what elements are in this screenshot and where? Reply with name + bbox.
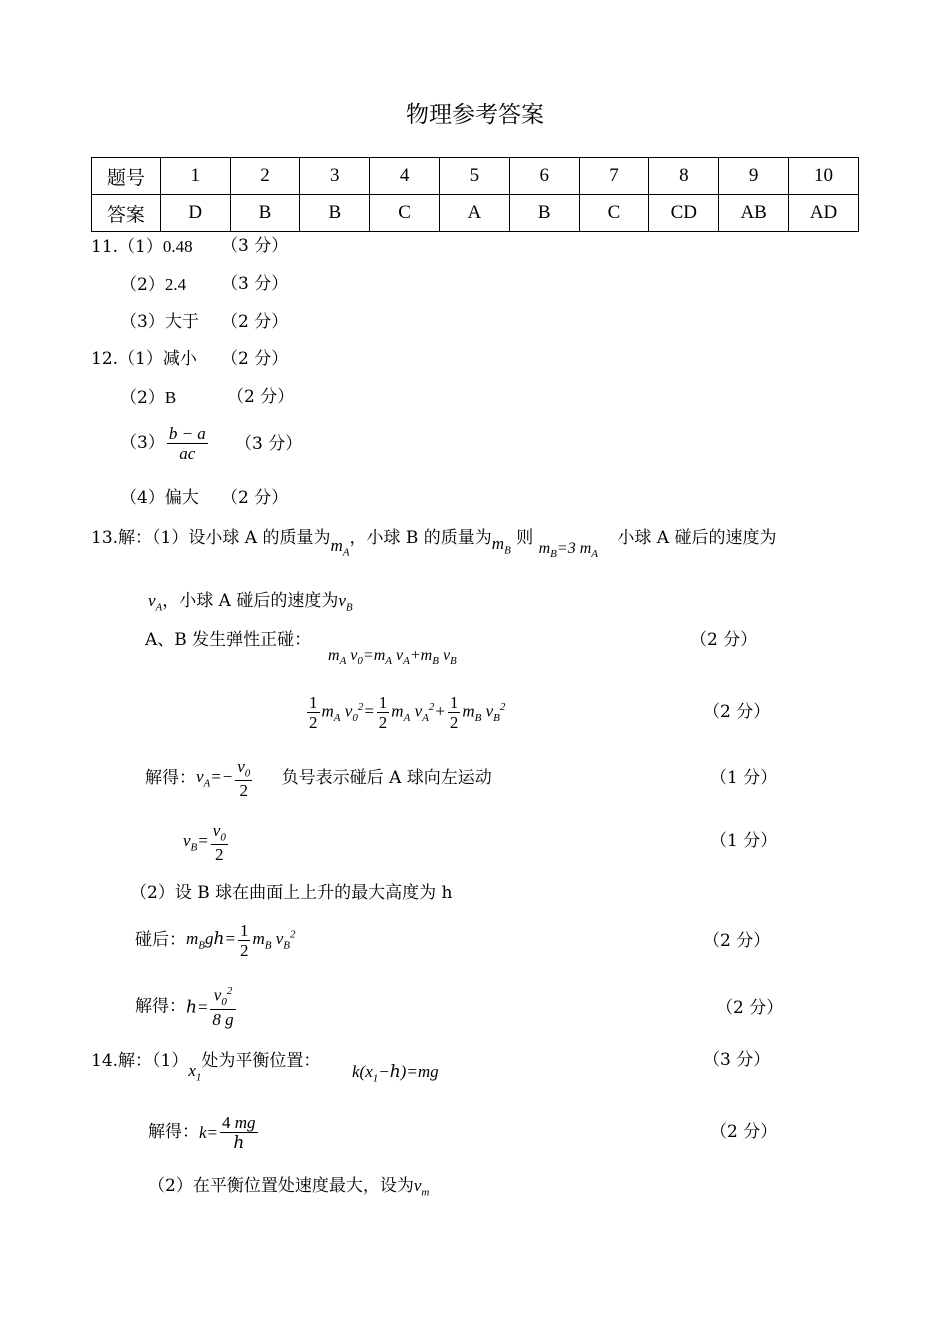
q11-item-label: （1）	[118, 237, 163, 257]
q13-score: （1 分）	[710, 768, 778, 788]
q11-item-answer: 大于	[164, 312, 199, 332]
q11-line-2	[120, 276, 186, 294]
q13-text: （1）设小球 A 的质量为	[152, 528, 331, 548]
q13-solve-label: 解得：	[145, 768, 196, 789]
q12-item-label: （1）	[118, 349, 163, 369]
q13-part2: （2）设 B 球在曲面上上升的最大高度为 h	[130, 883, 453, 903]
table-cell-number: 2	[230, 158, 300, 195]
formula-mB-eq-3mA: $m_B=3$ $m_A$	[538, 540, 598, 561]
table-cell-number: 10	[789, 158, 859, 195]
q12-line-3	[120, 425, 210, 462]
q13-solve-line	[145, 758, 492, 799]
q13-vB-line	[183, 822, 230, 863]
q12-fraction-numerator: b − a	[168, 424, 206, 443]
table-cell-number: 4	[370, 158, 440, 195]
q11-line-3	[120, 314, 199, 331]
table-cell-number: 8	[649, 158, 719, 195]
table-cell-answer: C	[579, 195, 649, 232]
q14-part2	[148, 1177, 429, 1198]
q13-after-label: 碰后：	[135, 930, 186, 950]
q13-collision-label: A、B 发生弹性正碰：	[145, 630, 312, 650]
formula-h: ℎ=	[186, 997, 209, 1017]
q13-text: 则	[516, 528, 534, 548]
q11-score: （3 分）	[221, 274, 289, 294]
q11-item-answer: 2.4	[164, 275, 187, 294]
table-cell-number: 3	[300, 158, 370, 195]
q12-item-answer: 减小	[162, 349, 197, 369]
table-cell-answer: C	[370, 195, 440, 232]
q11-item-answer: 0.48	[162, 237, 193, 256]
q12-item-answer: B	[164, 388, 177, 407]
formula-x1: $x_1$	[188, 1061, 202, 1084]
q14-part2-text: （2）在平衡位置处速度最大，设为	[148, 1176, 414, 1196]
table-cell-answer: AD	[789, 195, 859, 232]
q14-score: （2 分）	[710, 1122, 778, 1142]
q11-score: （3 分）	[221, 236, 289, 256]
q14-text: 处为平衡位置：	[201, 1051, 321, 1071]
q13-h-line	[135, 986, 238, 1028]
table-cell-number: 1	[160, 158, 230, 195]
table-cell-answer: B	[509, 195, 579, 232]
formula-energy: $\frac{1}{2}$ $m_A$ $v_0^2=$ $\frac{1}{2}$ $m_A$ $v_A^2+$ $\frac{1}{2}$ $m_B$ $v_B^2$	[309, 693, 506, 732]
q13-text: 小球 A 碰后的速度为	[617, 528, 777, 548]
q12-number: 12.	[91, 349, 119, 369]
q11-item-label: （3）	[120, 312, 165, 332]
q12-line-2	[120, 389, 176, 407]
table-cell-answer: B	[300, 195, 370, 232]
formula-vm: $v_m$	[413, 1176, 430, 1199]
table-header-label: 题号	[92, 158, 161, 195]
table-answer-label: 答案	[92, 195, 161, 232]
formula-mBvB2: $m_B$ $v_B^2$	[252, 928, 296, 952]
q14-solve-line	[148, 1114, 260, 1151]
q12-score: （2 分）	[227, 387, 295, 407]
q14-solve-label: 解得：	[148, 1122, 199, 1142]
formula-vB-result: $v_B=$	[183, 831, 209, 854]
page-title: 物理参考答案	[406, 102, 544, 128]
q12-score: （3 分）	[235, 434, 303, 454]
frac-v0-over-2: $\frac{v_0}{2}$	[237, 757, 251, 801]
q13-solve-label2: 解得：	[135, 996, 186, 1017]
table-cell-answer: B	[230, 195, 300, 232]
q13-text: ，小球 A 碰后的速度为	[162, 591, 339, 611]
q13-line-2	[148, 592, 353, 613]
q12-fraction-denominator: ac	[179, 444, 196, 463]
q12-item-label: （2）	[120, 388, 165, 408]
frac-half: $\frac{1}{2}$	[239, 921, 249, 960]
frac-4mg-over-h: $\frac{4 mg}{\text{ℎ}}$	[222, 1113, 256, 1152]
q14-number: 14.解：	[91, 1051, 153, 1071]
table-cell-number: 9	[719, 158, 789, 195]
q11-score: （2 分）	[221, 312, 289, 332]
formula-equilibrium: $k(x_1-ℎ)=mg$	[352, 1062, 439, 1085]
frac-half: $\frac{1}{2}$	[378, 693, 388, 732]
q12-line-1	[91, 351, 197, 368]
table-cell-number: 5	[440, 158, 510, 195]
q12-score: （2 分）	[221, 349, 289, 369]
frac-half: $\frac{1}{2}$	[449, 693, 459, 732]
q13-text: ，小球 B 的质量为	[349, 528, 492, 548]
answer-table	[91, 157, 859, 232]
formula-k: k=	[199, 1123, 219, 1142]
frac-v0-over-2: $\frac{v_0}{2}$	[212, 821, 226, 865]
frac-v0sq-over-8g: $\frac{v_0^2}{8 g}$	[212, 985, 234, 1030]
q11-line-1	[91, 238, 193, 256]
table-row-numbers	[92, 158, 859, 195]
q14-score: （3 分）	[703, 1050, 771, 1070]
q13-line-1	[91, 528, 777, 561]
formula-mB: $m_B$	[491, 534, 511, 557]
q13-after-line	[135, 922, 295, 959]
formula-energy-height: $m_Bgℎ=$	[186, 928, 236, 952]
q12-item-label: （3）	[120, 433, 165, 453]
q12-line-4	[120, 490, 199, 507]
table-cell-answer: CD	[649, 195, 719, 232]
formula-mA: $m_A$	[330, 536, 350, 559]
table-cell-answer: D	[160, 195, 230, 232]
q13-score: （2 分）	[703, 931, 771, 951]
table-cell-number: 7	[579, 158, 649, 195]
formula-vB: $v_B$	[338, 591, 353, 614]
q13-score: （2 分）	[703, 702, 771, 722]
q13-neg-note: 负号表示碰后 A 球向左运动	[281, 768, 492, 789]
q12-fraction	[167, 425, 208, 462]
table-cell-answer: A	[440, 195, 510, 232]
q12-item-label: （4）	[120, 488, 165, 508]
q12-score: （2 分）	[221, 488, 289, 508]
q11-number: 11.	[91, 237, 119, 257]
table-cell-number: 6	[509, 158, 579, 195]
frac-half: $\frac{1}{2}$	[309, 693, 318, 732]
formula-momentum: $m_A$ $v_0=m_A$ $v_A+m_B$ $v_B$	[328, 647, 457, 668]
q11-item-label: （2）	[120, 275, 165, 295]
table-row-answers	[92, 195, 859, 232]
q13-number: 13.解：	[91, 528, 153, 548]
q13-score: （1 分）	[710, 831, 778, 851]
q14-line-1	[91, 1051, 321, 1084]
q13-score: （2 分）	[690, 630, 758, 650]
formula-vA-result: $v_A=-$	[196, 767, 234, 790]
q12-item-answer: 偏大	[164, 488, 199, 508]
q14-text: （1）	[152, 1051, 189, 1071]
q13-score: （2 分）	[716, 998, 784, 1018]
formula-vA: $v_A$	[148, 591, 163, 614]
table-cell-answer: AB	[719, 195, 789, 232]
